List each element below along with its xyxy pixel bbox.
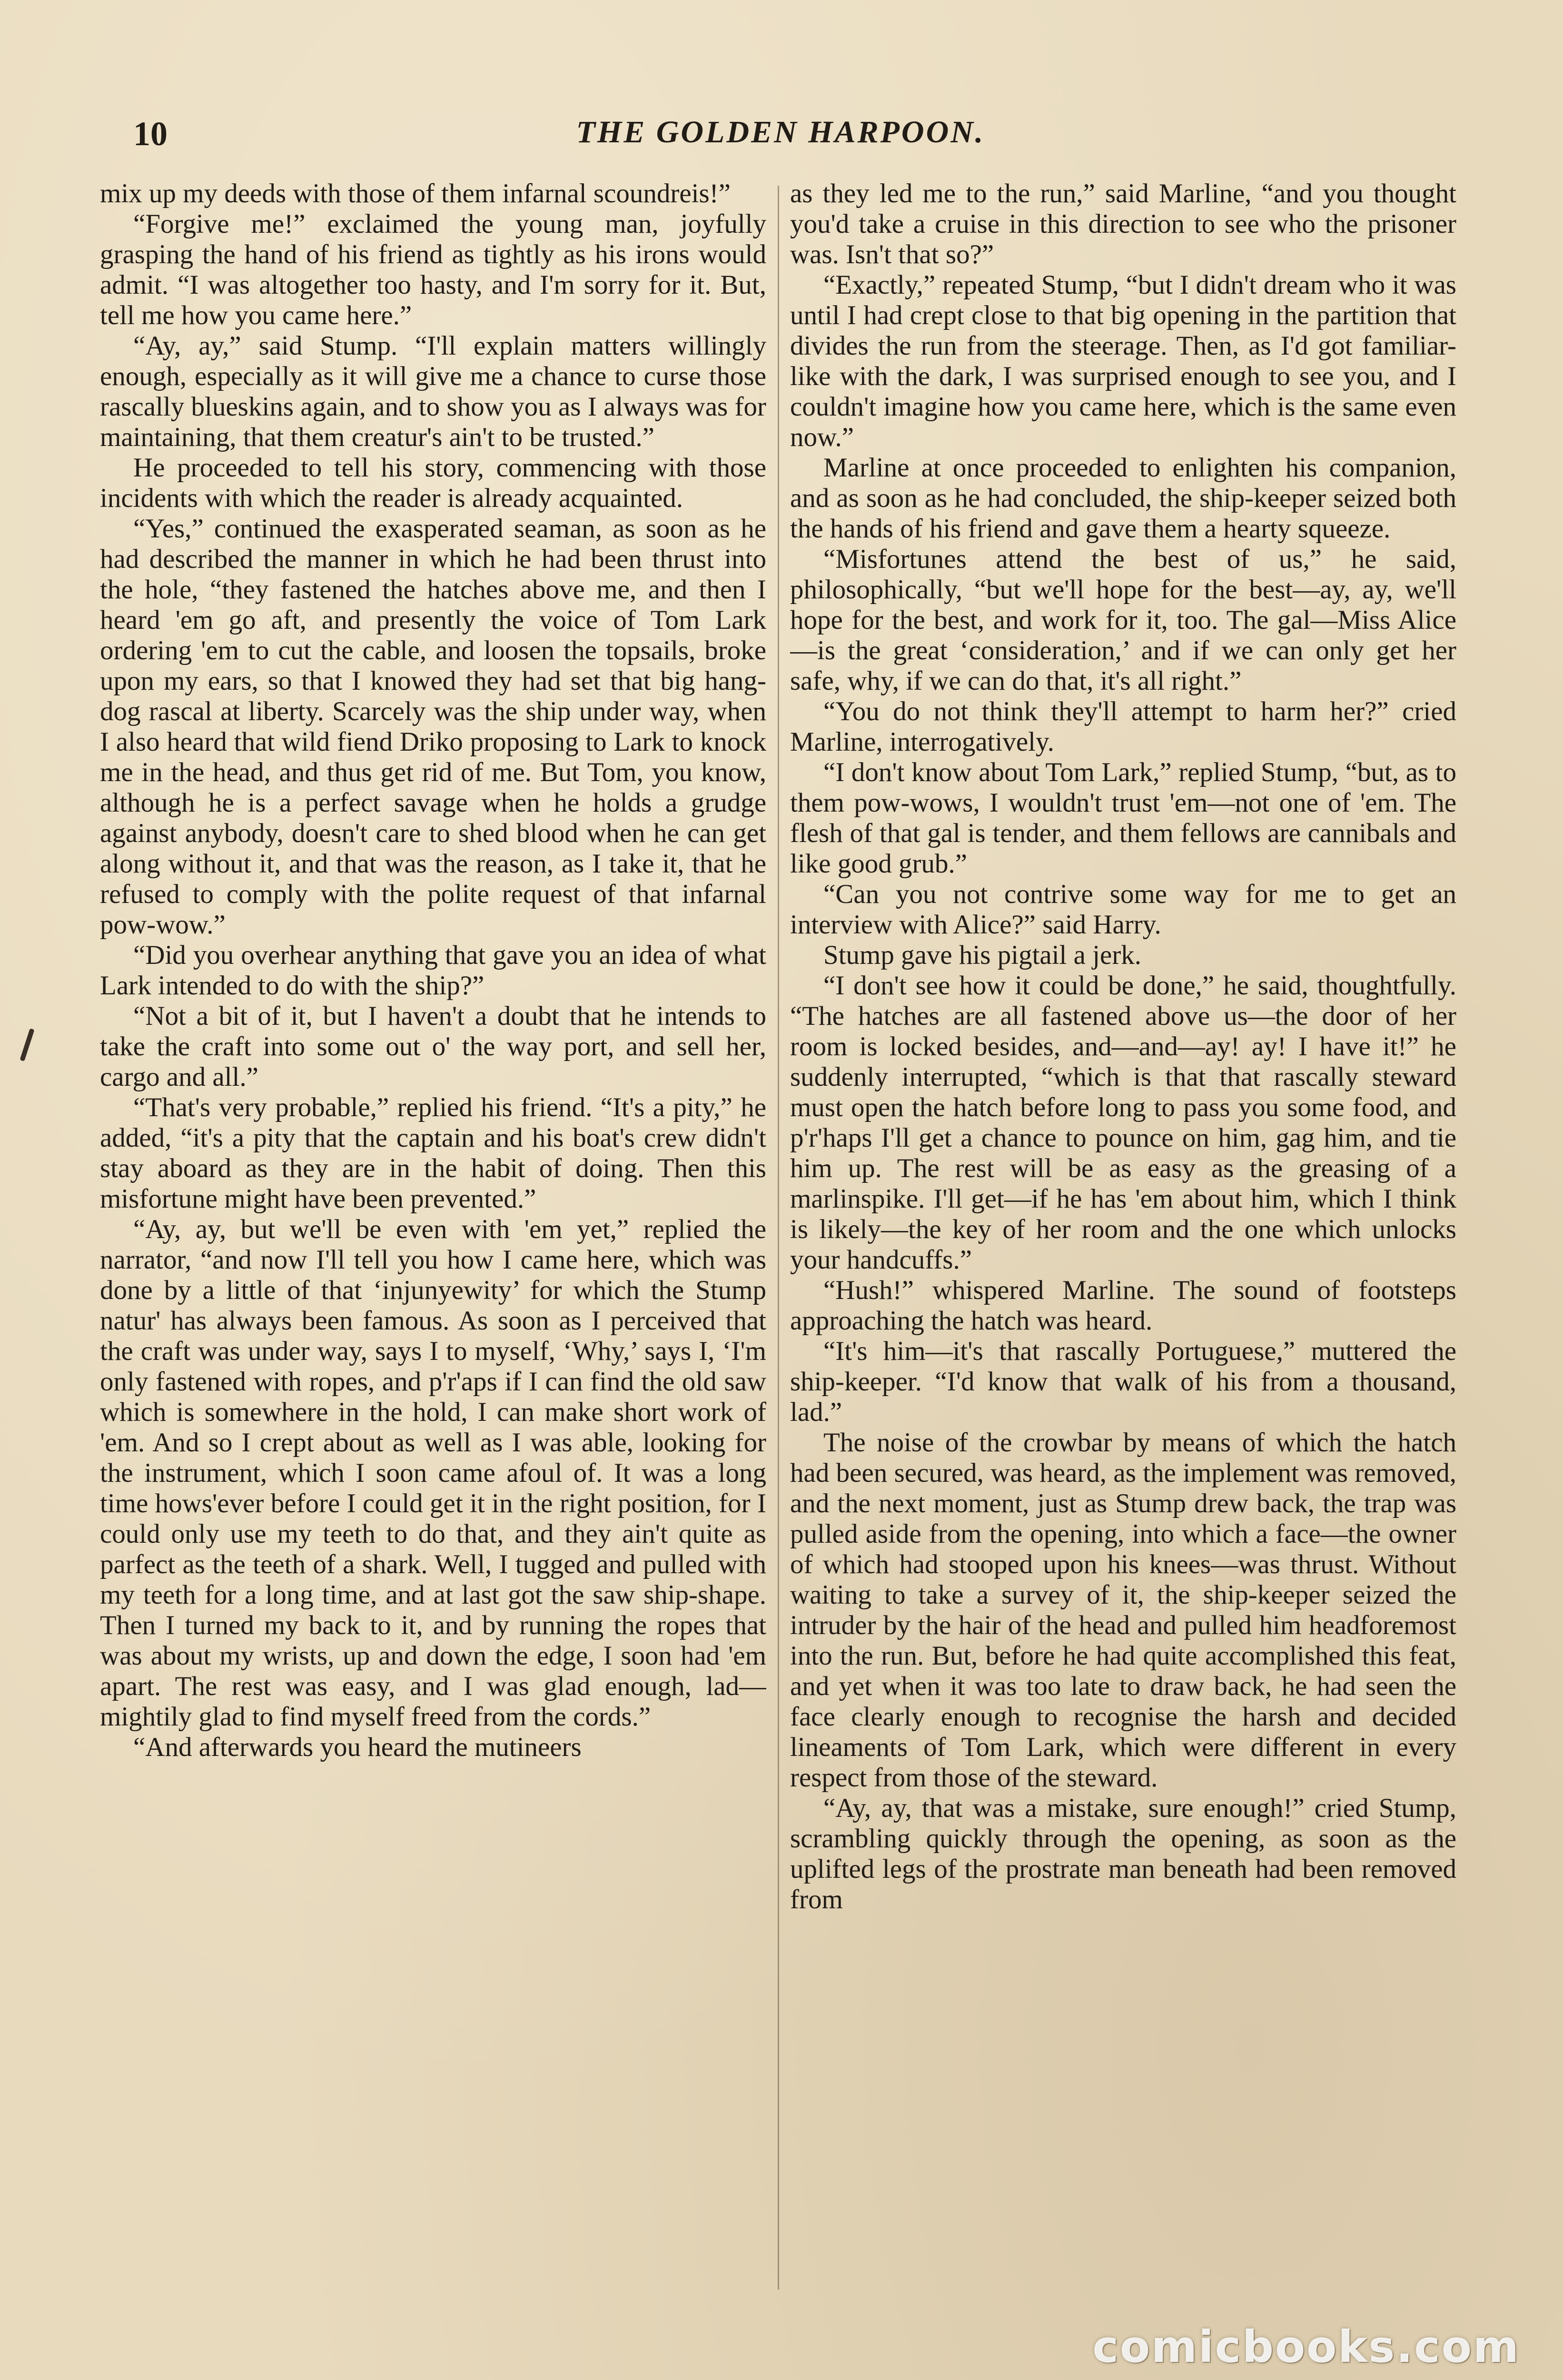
left-column — [100, 178, 766, 2292]
site-watermark: comicbooks.com — [1092, 2321, 1520, 2372]
paragraph: Marline at once proceeded to enlighten his companion, and as soon as he had concluded, the ship-keeper seized both the hands of his friend and gave them a hearty squeeze. — [790, 453, 1456, 544]
paragraph: “Ay, ay, but we'll be even with 'em yet,” replied the narrator, “and now I'll tell you how I came here, which was done by a little of that ‘injunyewity’ for which the Stump natur' has always been famous. As soon as I perceived that the craft was under way, says I to myself, ‘Why,’ says I, ‘I'm only fastened with ropes, and p'r'aps if I can find the old saw which is somewhere in the hold, I can make short work of 'em. And so I crept about as well as I was able, looking for the instrument, which I soon came afoul of. It was a long time hows'ever before I could get it in the right position, for I could only use my teeth to do that, and they ain't quite as parfect as the teeth of a shark. Well, I tugged and pulled with my teeth for a long time, and at last got the saw ship-shape. Then I turned my back to it, and by running the ropes that was about my wrists, up and down the edge, I soon had 'em apart. The rest was easy, and I was glad enough, lad—mightily glad to find myself freed from the cords.” — [100, 1214, 766, 1732]
paragraph: “Did you overhear anything that gave you an idea of what Lark intended to do with the ship?” — [100, 940, 766, 1001]
paragraph: “Exactly,” repeated Stump, “but I didn't dream who it was until I had crept close to that big opening in the partition that divides the run from the steerage. Then, as I'd got familiar-like with the dark, I was surprised enough to see you, and I couldn't imagine how you came here, which is the same even now.” — [790, 270, 1456, 452]
running-title: THE GOLDEN HARPOON. — [576, 115, 985, 149]
paragraph: The noise of the crowbar by means of which the hatch had been secured, was heard, as the implement was removed, and the next moment, just as Stump drew back, the trap was pulled aside from the opening, into which a face—the owner of which had stooped upon his knees—was thrust. Without waiting to take a survey of it, the ship-keeper seized the intruder by the hair of the head and pulled him headforemost into the run. But, before he had quite accomplished this feat, and yet when it was too late to draw back, he had seen the face clearly enough to recognise the harsh and decided lineaments of Tom Lark, which were different in every respect from those of the steward. — [790, 1428, 1456, 1793]
paragraph: “Hush!” whispered Marline. The sound of footsteps approaching the hatch was heard. — [790, 1275, 1456, 1336]
paragraph: “You do not think they'll attempt to harm her?” cried Marline, interrogatively. — [790, 696, 1456, 757]
paragraph: Stump gave his pigtail a jerk. — [823, 940, 1142, 970]
paragraph: mix up my deeds with those of them infarnal scoundreis!” — [100, 178, 731, 208]
page-header — [95, 114, 1466, 167]
paragraph: “Misfortunes attend the best of us,” he said, philosophically, “but we'll hope for the best—ay, ay, we'll hope for the best, and work for it, too. The gal—Miss Alice—is the great ‘consideration,’ and if we can only get her safe, why, if we can do that, it's all right.” — [790, 544, 1456, 696]
margin-pencil-mark — [20, 1028, 34, 1061]
column-divider — [778, 186, 779, 2290]
paragraph: “I don't know about Tom Lark,” replied Stump, “but, as to them pow-wows, I wouldn't trust 'em—not one of 'em. The flesh of that gal is tender, and them fellows are cannibals and like good grub.” — [790, 757, 1456, 879]
paragraph: “That's very probable,” replied his friend. “It's a pity,” he added, “it's a pity that the captain and his boat's crew didn't stay aboard as they are in the habit of doing. Then this misfortune might have been prevented.” — [100, 1092, 766, 1214]
page-number: 10 — [133, 115, 168, 153]
paragraph: “Can you not contrive some way for me to get an interview with Alice?” said Harry. — [790, 879, 1456, 940]
paragraph: “I don't see how it could be done,” he said, thoughtfully. “The hatches are all fastened above us—the door of her room is locked besides, and—and—ay! ay! I have it!” he suddenly interrupted, “which is that that rascally steward must open the hatch before long to pass you some food, and p'r'haps I'll get a chance to pounce on him, gag him, and tie him up. The rest will be as easy as the greasing of a marlinspike. I'll get—if he has 'em about him, which I think is likely—the key of her room and the one which unlocks your handcuffs.” — [790, 971, 1456, 1275]
paragraph: He proceeded to tell his story, commencing with those incidents with which the reader is already acquainted. — [100, 453, 766, 513]
paragraph: “Forgive me!” exclaimed the young man, joyfully grasping the hand of his friend as tightly as his irons would admit. “I was altogether too hasty, and I'm sorry for it. But, tell me how you came here.” — [100, 209, 766, 330]
paragraph: “Ay, ay,” said Stump. “I'll explain matters willingly enough, especially as it will give me a chance to curse those rascally blueskins again, and to show you as I always was for maintaining, that them creatur's ain't to be trusted.” — [100, 331, 766, 452]
paragraph: “Yes,” continued the exasperated seaman, as soon as he had described the manner in which he had been thrust into the hole, “they fastened the hatches above me, and then I heard 'em go aft, and presently the voice of Tom Lark ordering 'em to cut the cable, and loosen the topsails, broke upon my ears, so that I knowed they had set that big hang-dog rascal at liberty. Scarcely was the ship under way, when I also heard that wild fiend Driko proposing to Lark to knock me in the head, and thus get rid of me. But Tom, you know, although he is a perfect savage when he holds a grudge against anybody, doesn't care to shed blood when he can get along without it, and that was the reason, as I take it, that he refused to comply with the polite request of that infarnal pow-wow.” — [100, 514, 766, 940]
right-column — [790, 178, 1456, 2292]
paragraph: “Ay, ay, that was a mistake, sure enough!” cried Stump, scrambling quickly through the opening, as soon as the uplifted legs of the prostrate man beneath had been removed from — [790, 1793, 1456, 1914]
paragraph: “And afterwards you heard the mutineers — [133, 1732, 582, 1762]
paragraph: as they led me to the run,” said Marline, “and you thought you'd take a cruise in this direction to see who the prisoner was. Isn't that so?” — [790, 178, 1456, 269]
paragraph: “It's him—it's that rascally Portuguese,” muttered the ship-keeper. “I'd know that walk of his from a thousand, lad.” — [790, 1336, 1456, 1427]
paragraph: “Not a bit of it, but I haven't a doubt that he intends to take the craft into some out o' the way port, and sell her, cargo and all.” — [100, 1001, 766, 1092]
